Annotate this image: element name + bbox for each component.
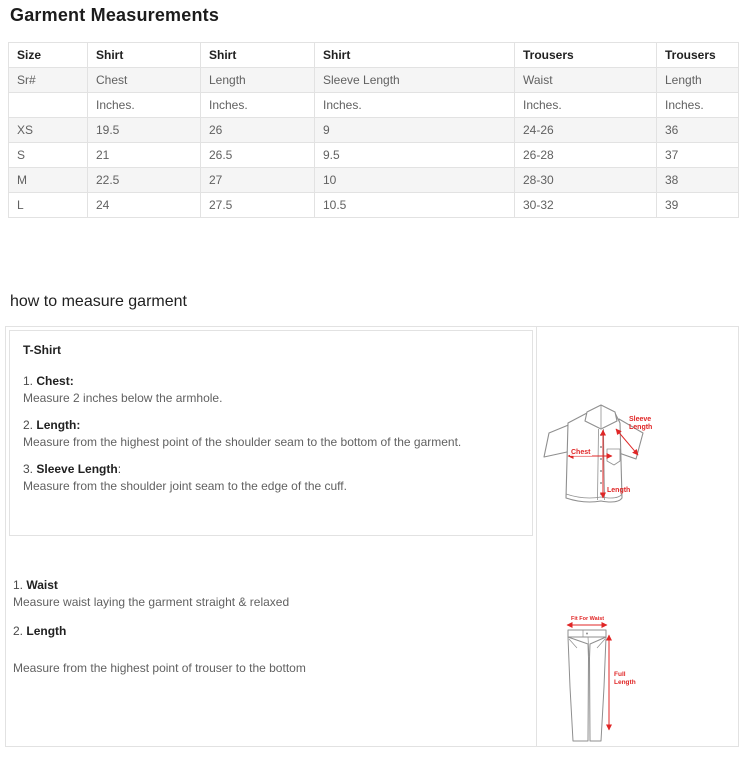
cell: 26-28 bbox=[515, 143, 657, 168]
cell: 10 bbox=[315, 168, 515, 193]
cell: Sr# bbox=[9, 68, 88, 93]
tshirt-heading: T-Shirt bbox=[23, 343, 61, 357]
table-row bbox=[9, 118, 739, 143]
cell: Inches. bbox=[88, 93, 201, 118]
instructions-column bbox=[6, 327, 537, 746]
header-cell: Trousers bbox=[657, 43, 739, 68]
cell: Inches. bbox=[201, 93, 315, 118]
shirt-sleeve-length-label: Sleeve bbox=[629, 416, 652, 423]
table-row bbox=[9, 168, 739, 193]
header-cell: Shirt bbox=[88, 43, 201, 68]
cell: Sleeve Length bbox=[315, 68, 515, 93]
shirt-sleeve-length-label2: Length bbox=[629, 424, 653, 431]
header-cell: Shirt bbox=[315, 43, 515, 68]
table-row bbox=[9, 193, 739, 218]
table-subheader-row bbox=[9, 68, 739, 93]
cell: 24-26 bbox=[515, 118, 657, 143]
header-cell: Shirt bbox=[201, 43, 315, 68]
table-row bbox=[9, 143, 739, 168]
cell: S bbox=[9, 143, 88, 168]
how-to-measure-panel bbox=[5, 326, 739, 747]
cell: Inches. bbox=[657, 93, 739, 118]
cell: Inches. bbox=[315, 93, 515, 118]
cell: XS bbox=[9, 118, 88, 143]
cell: 27.5 bbox=[201, 193, 315, 218]
cell: 9.5 bbox=[315, 143, 515, 168]
cell: 36 bbox=[657, 118, 739, 143]
tshirt-instructions-box bbox=[9, 330, 533, 536]
cell: 26.5 bbox=[201, 143, 315, 168]
cell: Length bbox=[201, 68, 315, 93]
diagrams-column bbox=[537, 327, 738, 746]
cell: 10.5 bbox=[315, 193, 515, 218]
trousers-full-length-label: Full bbox=[614, 671, 626, 678]
shirt-chest-label: Chest bbox=[571, 449, 591, 456]
cell: 24 bbox=[88, 193, 201, 218]
cell: 22.5 bbox=[88, 168, 201, 193]
size-measurements-table bbox=[8, 42, 739, 218]
instruction-term: 1. Chest: bbox=[23, 374, 74, 388]
cell: 37 bbox=[657, 143, 739, 168]
instruction-term: 2. Length: bbox=[23, 418, 81, 432]
table-units-row bbox=[9, 93, 739, 118]
cell: 21 bbox=[88, 143, 201, 168]
cell: Inches. bbox=[515, 93, 657, 118]
instruction-desc: Measure waist laying the garment straight & relaxed bbox=[13, 595, 290, 609]
cell: 9 bbox=[315, 118, 515, 143]
cell: Length bbox=[657, 68, 739, 93]
instruction-desc: Measure from the highest point of the shoulder seam to the bottom of the garment. bbox=[23, 435, 462, 449]
cell: 38 bbox=[657, 168, 739, 193]
instruction-trouser-length bbox=[13, 624, 524, 676]
cell: 28-30 bbox=[515, 168, 657, 193]
cell: 19.5 bbox=[88, 118, 201, 143]
shirt-length-label: Length bbox=[607, 487, 631, 494]
instruction-waist bbox=[13, 578, 524, 610]
cell: 30-32 bbox=[515, 193, 657, 218]
trouser-instructions bbox=[6, 539, 536, 676]
shirt-diagram-icon bbox=[537, 399, 667, 544]
instruction-term: 1. Waist bbox=[13, 578, 58, 592]
trousers-full-length-label2: Length bbox=[614, 679, 636, 686]
trousers-waist-label: Fit For Waist bbox=[571, 616, 605, 622]
instruction-desc: Measure from the highest point of trouser to the bottom bbox=[13, 661, 306, 675]
instruction-term: 3. Sleeve Length: bbox=[23, 462, 122, 476]
how-to-measure-title: how to measure garment bbox=[10, 293, 187, 310]
cell: M bbox=[9, 168, 88, 193]
cell: L bbox=[9, 193, 88, 218]
instruction-term: 2. Length bbox=[13, 624, 67, 638]
instruction-sleeve-length bbox=[23, 462, 519, 494]
instruction-desc: Measure 2 inches below the armhole. bbox=[23, 391, 223, 405]
header-cell: Trousers bbox=[515, 43, 657, 68]
page-title: Garment Measurements bbox=[10, 5, 220, 25]
cell: 27 bbox=[201, 168, 315, 193]
header-cell: Size bbox=[9, 43, 88, 68]
table-header-row bbox=[9, 43, 739, 68]
instruction-chest bbox=[23, 374, 519, 406]
trousers-diagram-icon bbox=[558, 612, 658, 748]
cell: Waist bbox=[515, 68, 657, 93]
cell: Chest bbox=[88, 68, 201, 93]
instruction-length bbox=[23, 418, 519, 450]
instruction-desc: Measure from the shoulder joint seam to the edge of the cuff. bbox=[23, 479, 347, 493]
cell: 26 bbox=[201, 118, 315, 143]
cell: 39 bbox=[657, 193, 739, 218]
cell bbox=[9, 93, 88, 118]
